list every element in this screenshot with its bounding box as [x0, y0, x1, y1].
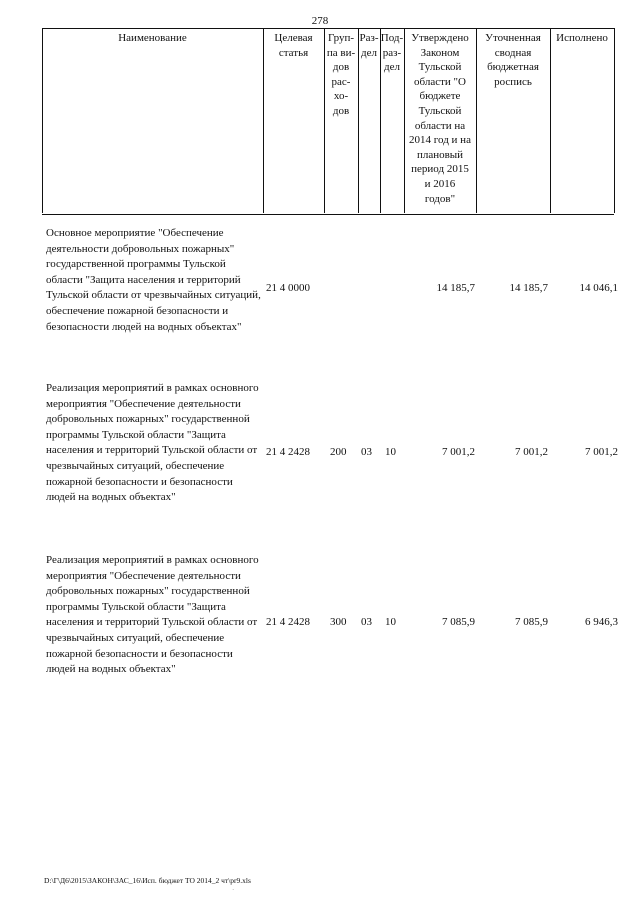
- row-1-executed: 14 046,1: [579, 282, 618, 294]
- row-2-approved: 7 001,2: [442, 446, 475, 458]
- row-3-section: 03: [361, 616, 372, 628]
- file-path-footer: D:\Г\Д6\2015\ЗАКОН\ЗАС_16\Исп. бюджет ТО 2014_2 чт\pr9.xls: [44, 876, 251, 885]
- column-divider: [614, 28, 615, 213]
- header-subsection: Под- раз- дел: [380, 32, 404, 74]
- row-1-name: Основное мероприятие "Обеспечение деятельности добровольных пожарных" государственной программы Тульской области "Защита населения и территорий Тульской области от чрезвычайных ситуаций, обеспечение пожарной безопасности и безопасности людей на водных объектах": [46, 227, 261, 333]
- column-divider: [42, 28, 43, 213]
- header-name: Наименование: [118, 32, 187, 44]
- row-2-subsection: 10: [385, 446, 396, 458]
- row-1-target: 21 4 0000: [266, 282, 310, 294]
- row-3-name: Реализация мероприятий в рамках основного мероприятия "Обеспечение деятельности добровольных пожарных" государственной программы Тульской области "Защита населения и территорий Тульской области от чрезвычайных ситуаций, обеспечение пожарной безопасности и безопасности людей на водных объектах": [46, 554, 259, 676]
- header-group: Груп- па ви- дов рас- хо- дов: [326, 32, 356, 117]
- header-approved: Утверждено Законом Тульской области "О бюджете Тульской области на 2014 год и на плановый период 2015 и 2016 годов": [409, 32, 471, 205]
- row-3-approved: 7 085,9: [442, 616, 475, 628]
- row-3-refined: 7 085,9: [515, 616, 548, 628]
- row-2-group: 200: [330, 446, 347, 458]
- header-refined: Уточненная сводная бюджетная роспись: [485, 32, 541, 88]
- row-2-target: 21 4 2428: [266, 446, 310, 458]
- row-3-group: 300: [330, 616, 347, 628]
- header-section: Раз- дел: [359, 32, 379, 59]
- header-target: Целевая статья: [274, 32, 313, 59]
- row-2-refined: 7 001,2: [515, 446, 548, 458]
- row-1-refined: 14 185,7: [509, 282, 548, 294]
- row-3-target: 21 4 2428: [266, 616, 310, 628]
- row-2-executed: 7 001,2: [585, 446, 618, 458]
- row-2-section: 03: [361, 446, 372, 458]
- column-divider: [550, 28, 551, 213]
- header-executed: Исполнено: [556, 32, 608, 44]
- row-2-name: Реализация мероприятий в рамках основного мероприятия "Обеспечение деятельности добровольных пожарных" государственной программы Тульской области "Защита населения и территорий Тульской области от чрезвычайных ситуаций, обеспечение пожарной безопасности и безопасности людей на водных объектах": [46, 382, 259, 504]
- row-1-approved: 14 185,7: [436, 282, 475, 294]
- row-3-executed: 6 946,3: [585, 616, 618, 628]
- scan-mark: ·: [232, 886, 235, 894]
- page-number: 278: [311, 15, 329, 27]
- row-3-subsection: 10: [385, 616, 396, 628]
